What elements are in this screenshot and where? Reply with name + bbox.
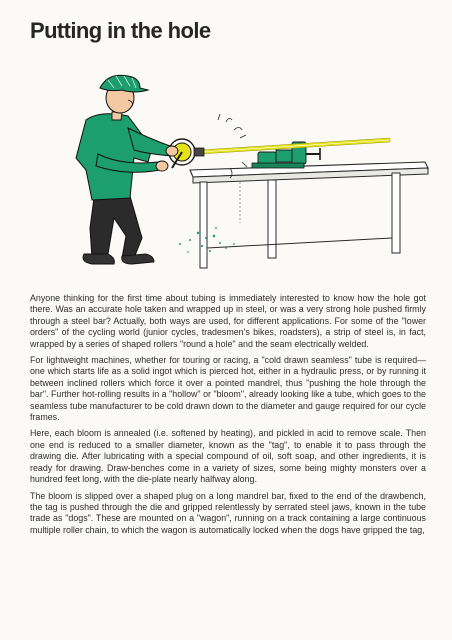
worker-figure-icon: [76, 75, 178, 264]
workbench-icon: [190, 162, 428, 268]
article-paragraph: Here, each bloom is annealed (i.e. softened by heating), and pickled in acid to remove scale. Then one end is reduced to a smaller diameter, known as the "tag", to enable it to pass through the drawing die. After lubricating with a special compound of oil, soft soap, and other ingredients, it is ready for drawing. Draw-benches come in a variety of sizes, some being mighty monsters over a hundred feet long, with the die-plate nearly halfway along.: [30, 428, 426, 485]
article-body: [30, 293, 426, 541]
page-title: Putting in the hole: [30, 18, 211, 43]
article-paragraph: Anyone thinking for the first time about tubing is immediately interested to know how the hole got there. Was an accurate hole taken and wrapped up in steel, or was a very strong hole pushed firmly through a steel bar? Actually, both ways are used, for different applications. For some of the "lower orders" of the cycling world (junior cycles, tradesmen's bikes, roadsters), a strip of steel is, in fact, wrapped by a series of shaped rollers "round a hole" and the seam electrically welded.: [30, 293, 426, 349]
article-paragraph: For lightweight machines, whether for touring or racing, a "cold drawn seamless" tube is required—one which starts life as a solid ingot which is pierced hot, either in a hydraulic press, or by running it between inclined rollers which force it over a pointed mandrel, thus "pushing the hole through the bar". Further hot-rolling results in a "hollow" or "bloom", already looking like a tube, which goes to the seamless tube manufacturer to be cold drawn down to the diameter and gauge required for our cycle frames.: [30, 355, 426, 423]
article-paragraph: The bloom is slipped over a shaped plug on a long mandrel bar, fixed to the end of the drawbench, the tag is pushed through the die and gripped relentlessly by serrated steel jaws, known in the tube trade as "dogs". These are mounted on a "wagon", running on a track containing a large continuous multiple roller chain, to which the wagon is automatically locked when the dogs have gripped the tag,: [30, 490, 426, 535]
worker-drilling-illustration: [30, 58, 430, 283]
